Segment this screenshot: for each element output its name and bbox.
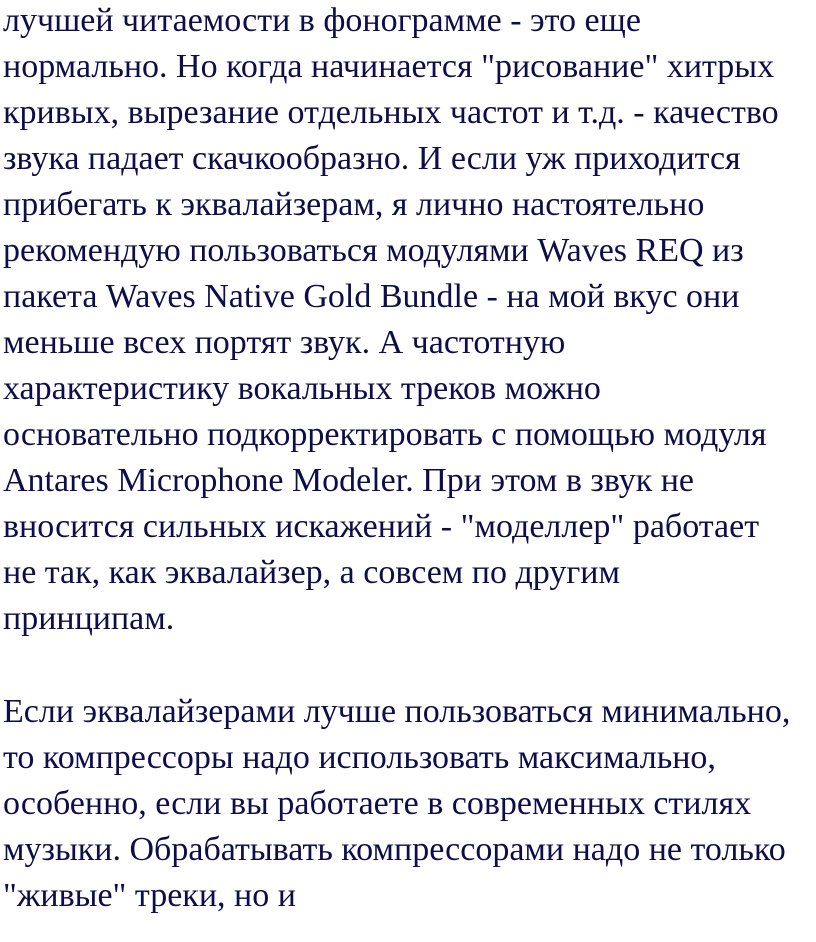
text-line: рекомендую пользоваться модулями Waves REQ из xyxy=(3,232,744,269)
text-line: характеристику вокальных треков можно xyxy=(3,370,601,407)
text-line: музыки. Обрабатывать компрессорами надо не только xyxy=(3,831,786,868)
text-line: особенно, если вы работаете в современных стилях xyxy=(3,785,752,822)
text-line: Antares Microphone Modeler. При этом в звук не xyxy=(3,462,695,499)
text-line: меньше всех портят звук. А частотную xyxy=(3,324,566,361)
text-line: "живые" треки, но и xyxy=(3,877,296,914)
text-line: лучшей читаемости в фонограмме - это еще xyxy=(3,2,641,39)
text-line: принципам. xyxy=(3,600,175,637)
text-line: основательно подкорректировать с помощью модуля xyxy=(3,416,767,453)
text-line: нормально. Но когда начинается "рисование" хитрых xyxy=(3,48,775,85)
text-line: то компрессоры надо использовать максимально, xyxy=(3,739,716,776)
text-line: пакета Waves Native Gold Bundle - на мой вкус они xyxy=(3,278,740,315)
text-line: Если эквалайзерами лучше пользоваться минимально, xyxy=(3,693,791,730)
text-line: звука падает скачкообразно. И если уж приходится xyxy=(3,140,741,177)
text-line: вносится сильных искажений - "моделлер" работает xyxy=(3,508,760,545)
text-line: не так, как эквалайзер, а совсем по другим xyxy=(3,554,621,591)
text-line: прибегать к эквалайзерам, я лично настоятельно xyxy=(3,186,705,223)
text-line: кривых, вырезание отдельных частот и т.д. - качество xyxy=(3,94,779,131)
